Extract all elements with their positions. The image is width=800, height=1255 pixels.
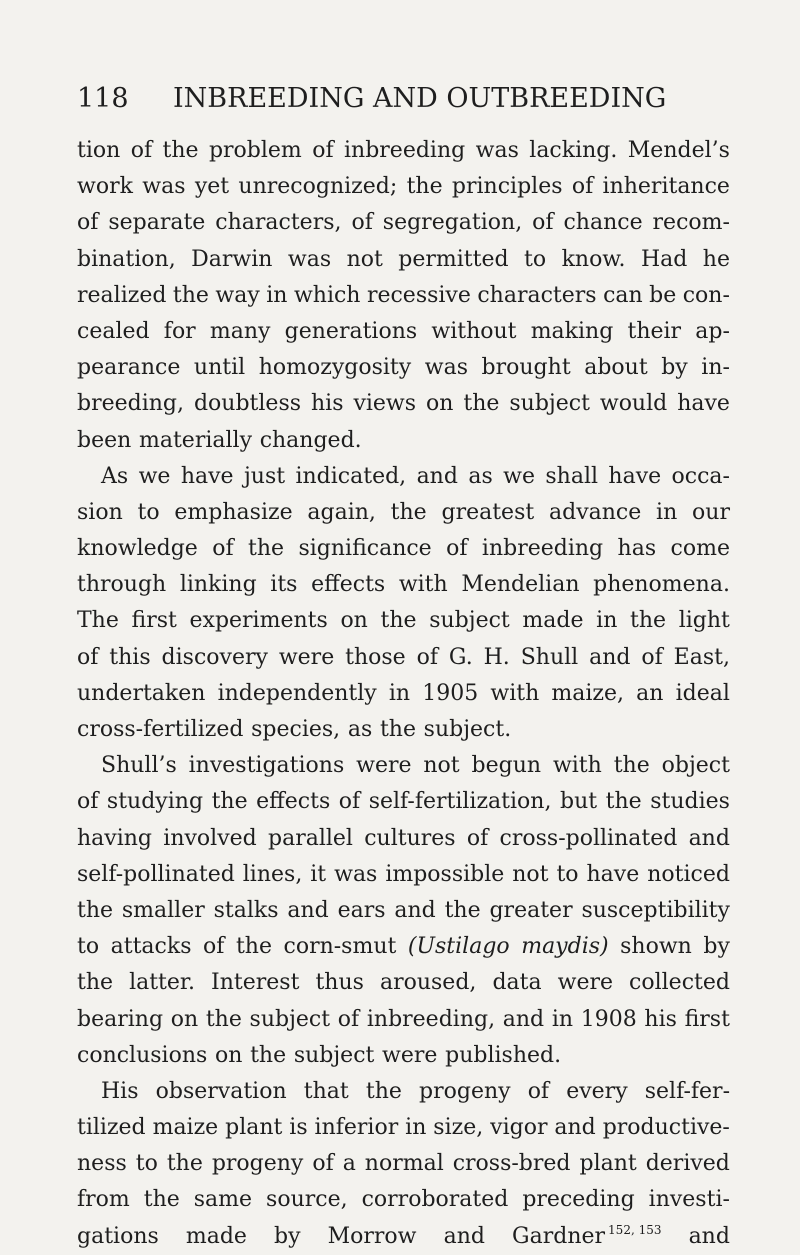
word: cultures [364,825,456,851]
word: shown [620,934,692,960]
word: every [566,1078,628,1104]
word: self-fer- [644,1078,730,1104]
word: maize [152,1115,219,1141]
word: and [443,1223,485,1249]
word: generations [284,318,418,344]
page-number: 118 [77,83,129,114]
word: bination, [77,246,176,272]
word: for [163,318,196,344]
text-line [77,1038,730,1074]
word: experiments [189,608,328,634]
word: Mendelian [461,572,580,598]
word: the [162,138,199,163]
text-line [77,712,730,748]
word: we [138,463,171,489]
word: Had [640,246,688,272]
word: subject [509,391,590,417]
word: its [270,572,298,598]
word: we [503,463,535,489]
word: to [524,246,547,272]
word: separate [108,210,206,236]
word: the [365,1078,402,1104]
word: realized [77,282,167,308]
word: of [312,1151,334,1177]
word: maydis) [521,934,609,960]
word: As [101,463,129,489]
text-line [77,459,730,495]
word: the [406,174,443,200]
word: data [492,970,542,996]
word: ears [337,897,386,923]
word: studying [106,789,204,815]
word: have [180,463,234,489]
text-line [77,314,730,350]
word: light [678,608,730,634]
word: homozygosity [258,355,412,381]
word: been [77,427,132,453]
word: with [552,753,602,779]
word: with [398,572,448,598]
word: latter. [129,970,196,996]
word: their [627,318,682,344]
word: problem [208,138,302,163]
word: the [211,789,248,815]
word: subject [429,608,510,634]
word: is [289,1115,308,1141]
word: not [512,861,549,887]
word: breeding, [77,391,185,417]
word: of [466,825,489,851]
word: of [416,644,438,670]
word: 1905 [422,680,479,706]
word: Interest [211,970,300,996]
word: observation [155,1078,287,1104]
word: parallel [268,825,353,851]
word: in [405,1115,427,1141]
text-line [77,205,730,241]
word: but [560,789,598,815]
word: inferior [314,1115,399,1141]
word: on [214,1042,243,1068]
word: Darwin [191,246,273,272]
word: maize, [551,680,625,706]
word: involved [163,825,257,851]
word: thus [315,970,364,996]
word: making [530,318,614,344]
word: cross-pollinated [499,825,678,851]
word: from [77,1187,130,1213]
word: smaller [121,897,205,923]
word: impossible [385,861,505,887]
word: in [266,282,288,308]
word: size, [433,1115,484,1141]
word: have [586,861,640,887]
word: come [670,536,730,562]
word: views [353,391,417,417]
word: about [584,355,648,381]
text-line [77,893,730,929]
word: conclusions [77,1042,208,1068]
word: the [379,717,416,742]
word: undertaken [77,680,206,706]
word: and [554,1115,596,1141]
word: cealed [77,318,150,344]
word: to [137,499,160,525]
word: vigor [490,1115,548,1141]
word: pearance [77,355,181,381]
word: ideal [675,680,730,706]
word: and [589,644,631,670]
word: susceptibility [581,897,730,923]
word: of [351,210,373,236]
word: subject [293,1042,375,1068]
word: on [426,391,454,417]
word: lines, [242,861,303,887]
word: he [702,246,730,272]
word: his [310,391,344,417]
text-line [77,423,730,459]
word: (Ustilago [407,934,510,960]
word: normal [364,1151,444,1177]
word: first [684,1006,730,1032]
word: preceding [522,1187,635,1213]
citation-reference: 152, 153 [608,1222,662,1237]
word: have [677,391,730,417]
word: occa- [671,463,730,489]
word: by [661,355,688,381]
word: inbreeding [344,138,466,163]
word: not [346,246,383,272]
word: self-fertilization, [368,789,552,815]
word: published. [445,1042,562,1068]
word: of [312,138,334,163]
word: on [340,608,368,634]
word: was [475,138,519,163]
word: that [303,1078,349,1104]
word: G. [448,644,473,670]
word: the [248,536,285,562]
word: having [77,825,153,851]
word: productive- [602,1115,730,1141]
word: the [143,1187,180,1213]
text-line [77,278,730,314]
word: again, [307,499,376,525]
word: the [444,897,481,923]
word: segregation, [382,210,523,236]
word: of [212,536,234,562]
word: phenomena. [593,572,730,598]
word: were [557,970,614,996]
word: and [287,897,329,923]
word: to [556,861,579,887]
word: the [463,391,500,417]
word: 1908 [580,1006,637,1032]
word: the [205,1006,242,1032]
word: would [599,391,668,417]
word: in [551,1006,574,1032]
word: unrecognized; [238,174,398,200]
word: tilized [77,1115,146,1141]
text-line [77,784,730,820]
word: linking [179,572,257,598]
word: the [235,934,272,960]
word: knowledge [77,536,198,562]
word: His [101,1078,139,1104]
word: were [382,1042,438,1068]
word: The [77,608,119,634]
word: Mendel’s [627,138,730,163]
word: in [596,608,618,634]
word: has [617,536,657,562]
word: effects [256,789,331,815]
word: gations [77,1223,159,1249]
text-line [77,1002,730,1038]
word: self-pollinated [77,861,235,887]
word: it [310,861,327,887]
word: inbreeding, [366,1006,496,1032]
word: attacks [110,934,192,960]
word: our [692,499,730,525]
word: of [203,934,225,960]
text-line [77,929,730,965]
text-line [77,965,730,1001]
word: discovery [161,644,268,670]
running-title: INBREEDING AND OUTBREEDING [173,83,667,114]
word: principles [451,174,563,200]
text-line [77,1146,730,1182]
text-line [77,495,730,531]
word: not [423,753,460,779]
word: by [274,1223,301,1249]
word: and [688,1223,730,1249]
word: characters [477,282,597,308]
word: was [334,861,378,887]
text-line [77,1074,730,1110]
word: was [142,174,186,200]
word: and [416,463,458,489]
word: subject. [423,717,512,742]
word: sion [77,499,123,525]
word: Shull’s [101,753,177,779]
word: Morrow [327,1223,417,1249]
text-line [77,386,730,422]
word: investigations [188,753,345,779]
word: plant [225,1115,283,1141]
word: be [649,282,677,308]
word: the [605,789,642,815]
word: stalks [213,897,279,923]
word: indicated, [295,463,407,489]
word: chance [563,210,643,236]
word: of [446,536,468,562]
word: know. [561,246,626,272]
word: the [166,1151,203,1177]
word: progeny [419,1078,511,1104]
word: recessive [366,282,471,308]
word: of [532,210,554,236]
text-line [77,350,730,386]
word: and [688,825,730,851]
word: aroused, [379,970,477,996]
word: greater [489,897,573,923]
body-text [77,133,730,1255]
word: was [424,355,468,381]
word: Gardner $^{152, 153}$ [512,1222,662,1249]
word: tion [77,138,121,163]
word: the [77,897,114,923]
word: in- [701,355,730,381]
word: H. [483,644,510,670]
word: to [135,1151,158,1177]
word: work [77,174,133,200]
word: were [278,644,335,670]
word: inbreeding [481,536,604,562]
word: a [342,1151,356,1177]
word: just [243,463,286,489]
text-line [77,1110,730,1146]
word: object [661,753,730,779]
word: collected [629,970,730,996]
word: derived [645,1151,730,1177]
word: Shull [520,644,579,670]
word: was [287,246,332,272]
word: his [644,1006,677,1032]
word: as [347,717,373,742]
word: the [77,970,114,996]
text-line [77,676,730,712]
word: of [527,1078,550,1104]
word: of [571,174,594,200]
text-line [77,531,730,567]
word: corroborated [361,1187,509,1213]
word: of [77,789,99,815]
word: lacking. [529,138,618,163]
word: independently [217,680,377,706]
word: on [170,1006,199,1032]
text-line [77,603,730,639]
word: with [490,680,540,706]
word: of [77,644,99,670]
text-line [77,748,730,784]
word: emphasize [174,499,293,525]
word: advance [549,499,642,525]
word: corn-smut [283,934,397,960]
text-line [77,857,730,893]
word: species, [251,717,341,742]
word: the [390,499,427,525]
word: were [356,753,412,779]
word: inheritance [602,174,730,200]
text-line [77,133,730,169]
word: until [193,355,246,381]
word: ap- [695,318,730,344]
text-line [77,640,730,676]
word: con- [682,282,730,308]
word: investi- [648,1187,730,1213]
word: greatest [441,499,535,525]
word: the [630,608,667,634]
word: without [431,318,517,344]
text-line [77,242,730,278]
word: and [394,897,436,923]
word: yet [194,174,230,200]
word: permitted [398,246,509,272]
word: shall [545,463,599,489]
text-line [77,169,730,205]
word: changed. [259,427,362,453]
word: those [345,644,406,670]
word: cross-fertilized [77,717,244,742]
word: the [250,1042,287,1068]
word: recom- [652,210,730,236]
word: through [77,572,167,598]
word: same [193,1187,253,1213]
word: materially [138,427,252,453]
word: of [130,138,153,163]
text-line [77,1182,730,1218]
text-line [77,567,730,603]
word: as [468,463,493,489]
word: an [636,680,664,706]
word: subject [249,1006,331,1032]
word: source, [266,1187,348,1213]
word: have [608,463,662,489]
word: plant [579,1151,637,1177]
word: by [703,934,730,960]
word: bearing [77,1006,164,1032]
word: cross-bred [452,1151,571,1177]
word: many [209,318,271,344]
word: significance [298,536,432,562]
word: East, [673,644,730,670]
word: ness [77,1151,127,1177]
word: noticed [647,861,730,887]
word: way [215,282,260,308]
word: of [337,1006,360,1032]
word: brought [481,355,571,381]
word: and [502,1006,545,1032]
word: progeny [211,1151,304,1177]
word: made [522,608,584,634]
word: of [338,789,361,815]
word: can [603,282,643,308]
word: begun [471,753,542,779]
word: this [109,644,151,670]
word: in [388,680,411,706]
word: studies [650,789,730,815]
word: first [131,608,177,634]
word: which [293,282,361,308]
text-line [77,821,730,857]
word: the [172,282,209,308]
word: doubtless [193,391,302,417]
word: of [641,644,663,670]
word: characters, [215,210,342,236]
word: made [185,1223,247,1249]
running-head [77,82,727,116]
word: the [380,608,417,634]
word: to [77,934,100,960]
word: effects [311,572,386,598]
word: the [613,753,650,779]
word: in [656,499,678,525]
word: of [77,210,99,236]
